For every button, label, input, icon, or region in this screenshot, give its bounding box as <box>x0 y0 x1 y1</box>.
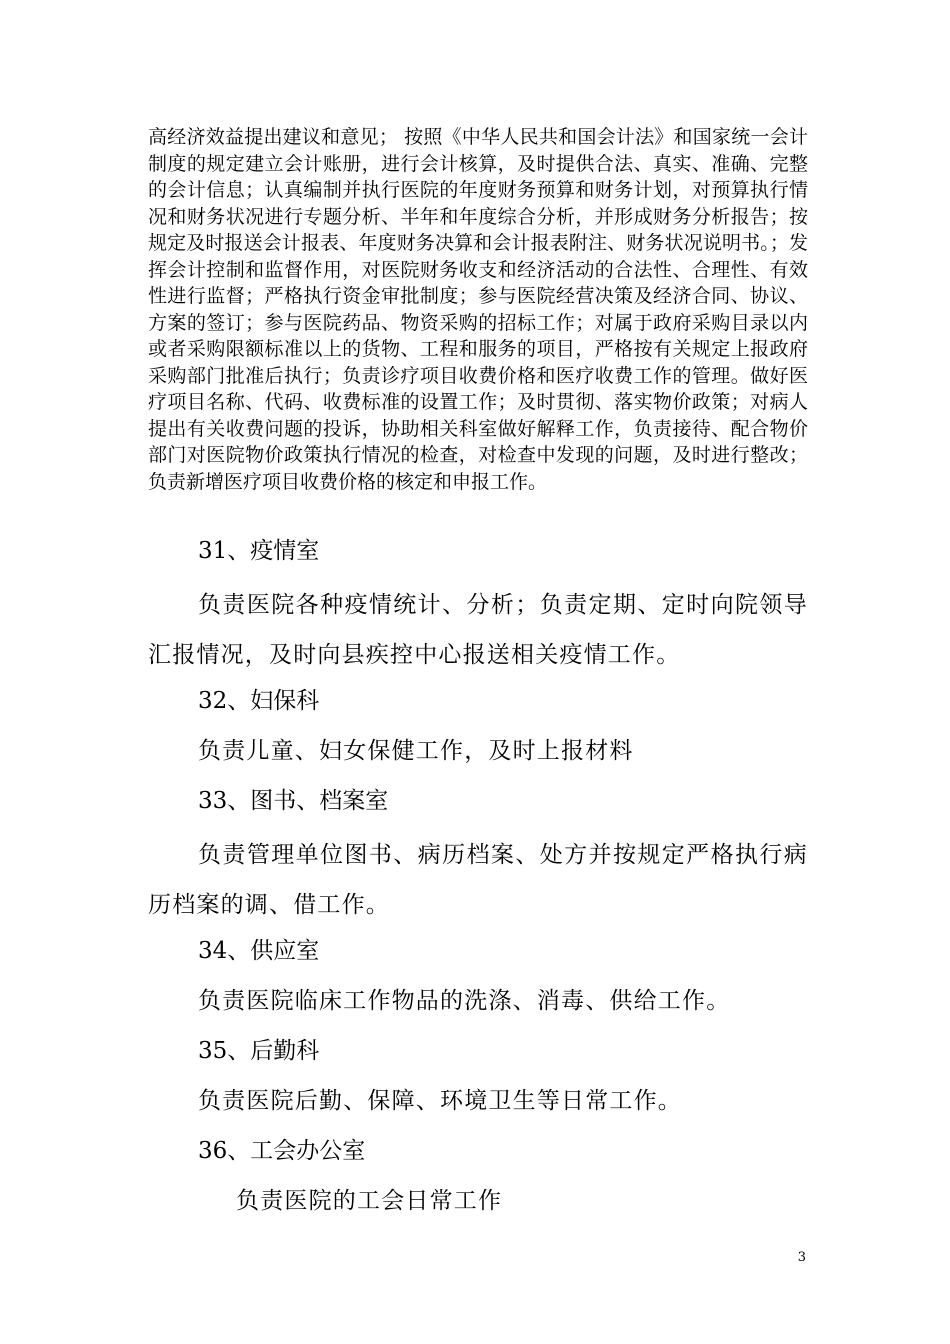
section-heading-epidemic-room: 31、疫情室 <box>198 538 320 564</box>
section-heading-union-office: 36、工会办公室 <box>198 1138 366 1164</box>
section-body-logistics: 负责医院后勤、保障、环境卫生等日常工作。 <box>198 1088 682 1114</box>
section-heading-library-archive: 33、图书、档案室 <box>198 788 389 814</box>
section-heading-maternal-health: 32、妇保科 <box>198 688 320 714</box>
finance-duties-paragraph: 高经济效益提出建议和意见； 按照《中华人民共和国会计法》和国家统一会计制度的规定建立会计账册，进行会计核算，及时提供合法、真实、准确、完整的会计信息；认真编制并执行医院的年度财务预算和财务计划，对预算执行情况和财务状况进行专题分析、半年和年度综合分析，并形成财务分析报告；按规定及时报送会计报表、年度财务决算和会计报表附注、财务状况说明书。；发挥会计控制和监督作用，对医院财务收支和经济活动的合法性、合理性、有效性进行监督；严格执行资金审批制度；参与医院经营决策及经济合同、协议、方案的签订；参与医院药品、物资采购的招标工作；对属于政府采购目录以内或者采购限额标准以上的货物、工程和服务的项目，严格按有关规定上报政府采购部门批准后执行；负责诊疗项目收费价格和医疗收费工作的管理。做好医疗项目名称、代码、收费标准的设置工作；及时贯彻、落实物价政策；对病人提出有关收费问题的投诉，协助相关科室做好解释工作，负责接待、配合物价部门对医院物价政策执行情况的检查，对检查中发现的问题，及时进行整改；负责新增医疗项目收费价格的核定和申报工作。 <box>148 126 808 493</box>
section-body-maternal-health: 负责儿童、妇女保健工作，及时上报材料 <box>198 738 634 764</box>
section-body-epidemic-room: 负责医院各种疫情统计、分析；负责定期、定时向院领导汇报情况，及时向县疾控中心报送相关疫情工作。 <box>148 592 808 668</box>
section-body-library-archive: 负责管理单位图书、病历档案、处方并按规定严格执行病历档案的调、借工作。 <box>148 842 808 918</box>
section-body-union-office: 负责医院的工会日常工作 <box>236 1188 503 1214</box>
page-number: 3 <box>797 1250 806 1265</box>
section-heading-logistics: 35、后勤科 <box>198 1038 320 1064</box>
section-body-supply-room: 负责医院临床工作物品的洗涤、消毒、供给工作。 <box>198 988 731 1014</box>
section-heading-supply-room: 34、供应室 <box>198 938 320 964</box>
